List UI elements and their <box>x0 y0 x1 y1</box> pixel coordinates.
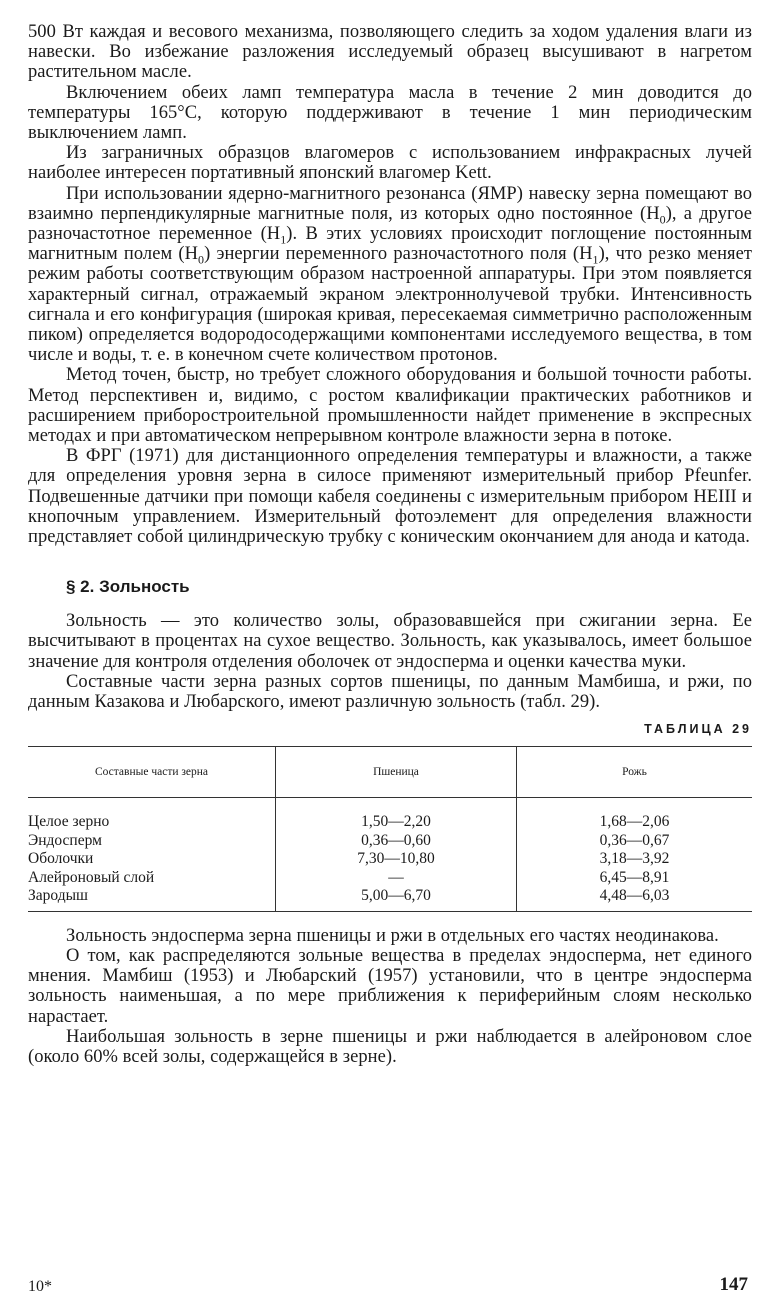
header-grain-parts: Составные части зерна <box>28 747 276 798</box>
cell-part: Алейроновый слой <box>28 868 155 886</box>
paragraph-ash-distribution: О том, как распределяются зольные вещества в пределах эндосперма, нет единого мнения. Мамбиш (1953) и Любарский (1957) установили, что в центре эндосперма зольность наименьшая, а по мере приближения к периферийным слоям несколько нарастает. <box>28 946 752 1027</box>
nmr-subscript-2: 1 <box>280 232 287 247</box>
cell-rye: 6,45—8,91 <box>517 869 753 888</box>
cell-part: Оболочки <box>28 850 94 868</box>
nmr-text-1: При использовании ядерно-магнитного резонанса (ЯМР) навеску зерна помещают во взаимно перпендикулярные магнитные поля, из которых одно постоянное (H <box>28 183 752 224</box>
nmr-text-3: ). В этих условиях происходит поглощение постоянным магнитным полем (H <box>28 224 752 265</box>
after-table-text <box>28 926 752 1067</box>
table-header-row <box>28 747 752 798</box>
cell-part: Целое зерно <box>28 813 110 831</box>
nmr-subscript-3: 0 <box>198 252 205 267</box>
cell-wheat: — <box>276 869 517 888</box>
paragraph-lamps-continuation: 500 Вт каждая и весового механизма, позволяющего следить за ходом удаления влаги из навески. Во избежание разложения исследуемый образец высушивают в нагретом растительном масле. <box>28 22 752 83</box>
signature-mark: 10* <box>28 1278 52 1295</box>
cell-wheat: 5,00—6,70 <box>276 887 517 911</box>
table-caption: ТАБЛИЦА 29 <box>644 722 752 737</box>
cell-wheat: 1,50—2,20 <box>276 798 517 832</box>
cell-wheat: 7,30—10,80 <box>276 850 517 869</box>
paragraph-ash-parts: Составные части зерна разных сортов пшеницы, по данным Мамбиша, и ржи, по данным Казакова и Любарского, имеют различную зольность (табл. 29). <box>28 671 752 713</box>
page-body <box>28 22 752 1067</box>
paragraph-frg-device: В ФРГ (1971) для дистанционного определения температуры и влажности, а также для определения уровня зерна в силосе применяют измерительный прибор Pfeunfer. Подвешенные датчики при помощи кабеля соединены с измерительным прибором HEIII и кнопочным управлением. Измерительный фотоэлемент для определения влажности представляет собой цилиндрическую трубку с коническим окончанием для анода и катода. <box>28 446 752 548</box>
paragraph-nmr <box>28 184 752 366</box>
page-number: 147 <box>719 1274 748 1295</box>
table-row <box>28 798 752 832</box>
nmr-subscript-4: 1 <box>592 252 599 267</box>
paragraph-aleurone-ash: Наибольшая зольность в зерне пшеницы и ржи наблюдается в алейроновом слое (около 60% всей золы, содержащейся в зерне). <box>28 1026 752 1068</box>
table-row <box>28 869 752 888</box>
cell-rye: 4,48—6,03 <box>517 887 753 911</box>
ash-table <box>28 746 752 912</box>
cell-part: Эндосперм <box>28 831 102 849</box>
section-heading: § 2. Зольность <box>66 577 190 597</box>
cell-rye: 1,68—2,06 <box>517 798 753 832</box>
table-row <box>28 887 752 911</box>
paragraph-oil-temperature: Включением обеих ламп температура масла в течение 2 мин доводится до температуры 165°C, которую поддерживают в течение 1 мин периодическим выключением ламп. <box>28 82 752 144</box>
paragraph-endosperm-ash: Зольность эндосперма зерна пшеницы и ржи в отдельных его частях неодинакова. <box>66 925 719 946</box>
nmr-subscript-1: 0 <box>659 212 666 227</box>
cell-part: Зародыш <box>28 887 276 911</box>
cell-rye: 3,18—3,92 <box>517 850 753 869</box>
cell-rye: 0,36—0,67 <box>517 832 753 851</box>
cell-wheat: 0,36—0,60 <box>276 832 517 851</box>
paragraph-kett-meter: Из заграничных образцов влагомеров с использованием инфракрасных лучей наиболее интересен портативный японский влагомер Kett. <box>28 143 752 184</box>
paragraph-method-precision: Метод точен, быстр, но требует сложного оборудования и большой точности работы. Метод перспективен и, видимо, с ростом квалификации практических работников и расширением приборостроительной промышленности найдет применение в экспресных методах и при автоматическом непрерывном контроле влажности зерна в потоке. <box>28 365 752 447</box>
nmr-text-4: ) энергии переменного разночастотного поля (H <box>204 244 593 265</box>
table-row <box>28 850 752 869</box>
nmr-text-5: ), что резко меняет режим работы соответствующим образом настроенной аппаратуры. При этом появляется характерный сигнал, отражаемый экраном электроннолучевой трубки. Интенсивность сигнала и его конфигурация (широкая кривая, пересекаемая симметрично расположенным пиком) определяется водородосодержащими компонентами исследуемого вещества, в том числе и воды, т. е. в конечном счете количеством протонов. <box>28 244 752 366</box>
header-rye: Рожь <box>517 747 753 798</box>
header-wheat: Пшеница <box>276 747 517 798</box>
table-row <box>28 832 752 851</box>
paragraph-ash-definition: Зольность — это количество золы, образовавшейся при сжигании зерна. Ее высчитывают в процентах на сухое вещество. Зольность, как указывалось, имеет большое значение для контроля отделения оболочек от эндосперма и оценки качества муки. <box>28 611 752 672</box>
nmr-text-2: ), а другое разночастотное переменное (H <box>28 203 752 245</box>
